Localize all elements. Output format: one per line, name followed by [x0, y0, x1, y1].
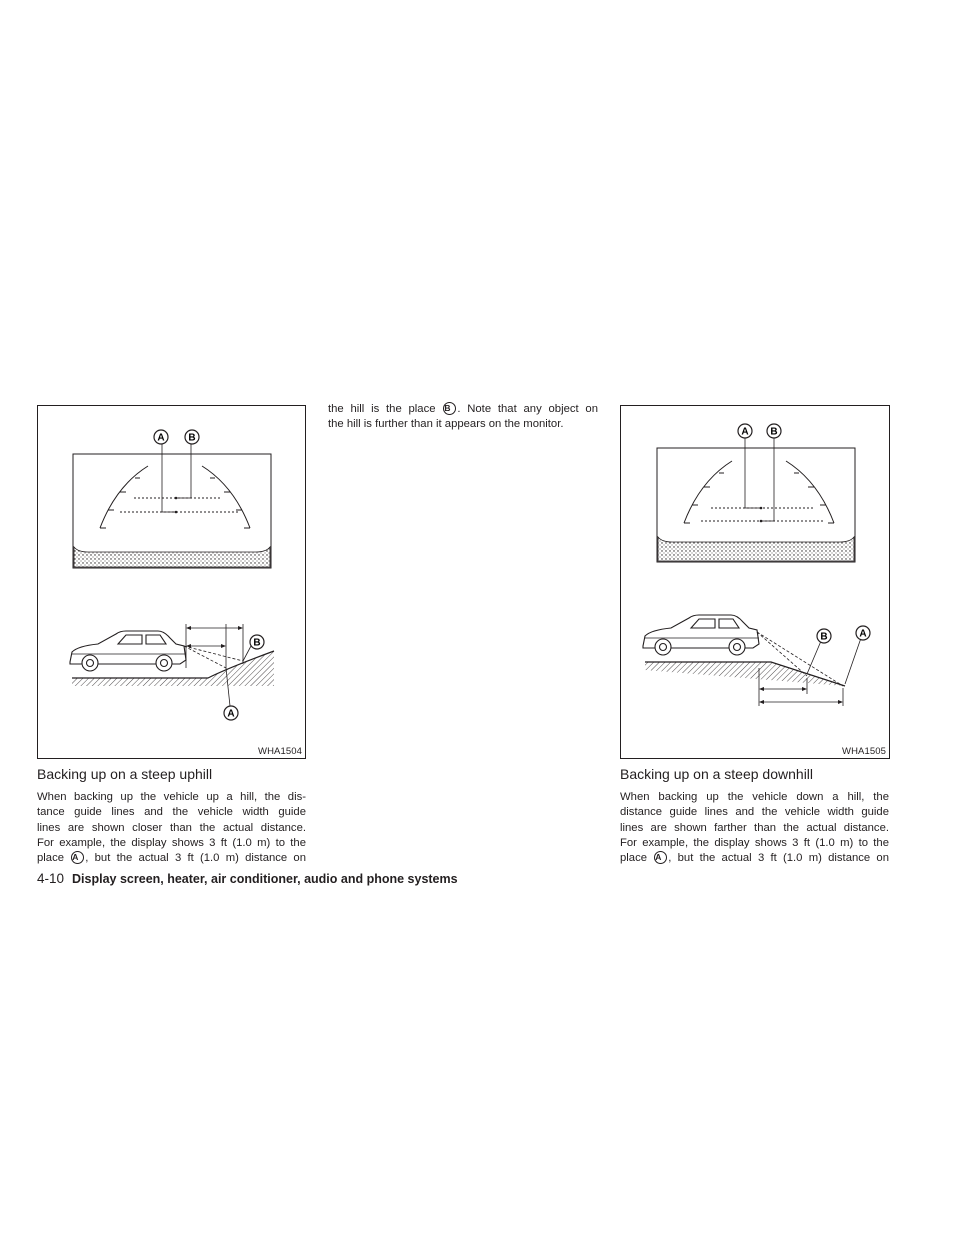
- marker-b-top: [185, 430, 199, 444]
- marker-b-side-label: B: [820, 631, 828, 643]
- uphill-line: lines are shown closer than the actual distance.: [37, 821, 306, 834]
- figure-code: WHA1505: [842, 746, 886, 757]
- marker-a-side-label: A: [859, 628, 867, 640]
- marker-b-side: [817, 629, 831, 643]
- downhill-line: When backing up the vehicle down a hill, the: [620, 791, 889, 803]
- downhill-line: place A , but the actual 3 ft (1.0 m) distance on: [620, 852, 890, 865]
- uphill-figure: [37, 405, 306, 759]
- marker-b-top: [767, 424, 781, 438]
- marker-a-top: [154, 430, 168, 444]
- marker-b-inline: B: [443, 402, 456, 415]
- chapter-title: Display screen, heater, air conditioner, audio and phone systems: [72, 872, 458, 886]
- marker-b-top-label: B: [188, 432, 196, 444]
- marker-a-side: [856, 626, 870, 640]
- uphill-line: When backing up the vehicle up a hill, the dis-: [37, 791, 306, 803]
- marker-a-side: [224, 706, 238, 720]
- uphill-line: For example, the display shows 3 ft (1.0 m) to the: [37, 836, 306, 849]
- downhill-figure: [620, 405, 890, 759]
- downhill-illustration: [621, 406, 891, 760]
- downhill-line: For example, the display shows 3 ft (1.0 m) to the: [620, 836, 889, 849]
- marker-a-top-label: A: [741, 426, 749, 438]
- marker-b-top-label: B: [770, 426, 778, 438]
- monitor-screen: [73, 454, 271, 568]
- page-footer: [37, 871, 458, 886]
- figure-code: WHA1504: [258, 746, 302, 757]
- uphill-line: tance guide lines and the vehicle width guide: [37, 806, 306, 819]
- uphill-line: place A , but the actual 3 ft (1.0 m) distance on: [37, 852, 307, 865]
- marker-a-inline: A: [71, 851, 84, 864]
- downhill-line: lines are shown farther than the actual distance.: [620, 821, 889, 834]
- car-illustration: [70, 631, 186, 671]
- marker-a-side-label: A: [227, 708, 235, 720]
- marker-a-top-label: A: [157, 432, 165, 444]
- downhill-paragraph: [620, 790, 889, 866]
- car-illustration: [643, 615, 759, 655]
- marker-b-side-label: B: [253, 637, 261, 649]
- marker-a-inline: A: [654, 851, 667, 864]
- uphill-paragraph: [37, 790, 306, 866]
- downhill-line: distance guide lines and the vehicle width guide: [620, 806, 889, 819]
- page-number: 4-10: [37, 871, 65, 886]
- uphill-illustration: [38, 406, 307, 760]
- continuation-paragraph: [328, 402, 598, 433]
- continuation-line-2: the hill is further than it appears on the monitor.: [328, 418, 564, 431]
- downhill-heading: Backing up on a steep downhill: [620, 766, 814, 782]
- marker-a-top: [738, 424, 752, 438]
- uphill-heading: Backing up on a steep uphill: [37, 766, 213, 782]
- marker-b-side: [250, 635, 264, 649]
- ground-hatch: [645, 662, 845, 686]
- continuation-line-1: the hill is the place B . Note that any object on: [328, 403, 598, 415]
